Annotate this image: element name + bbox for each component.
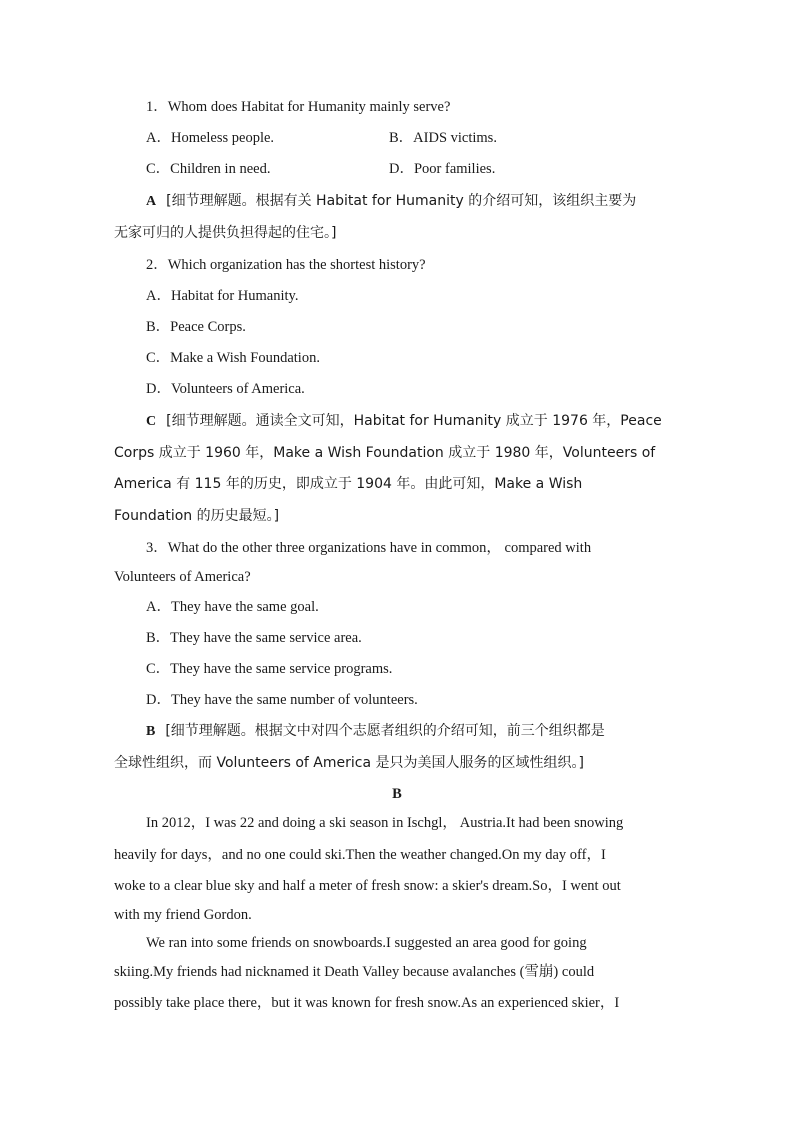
question-3-option-c: C．They have the same service programs. [146, 661, 393, 677]
answer-letter: C [146, 414, 157, 429]
question-3-stem: 3．What do the other three organizations have in common， compared with [146, 540, 592, 556]
passage-line: In 2012，I was 22 and doing a ski season in Ischgl， Austria.It had been snowing [146, 815, 624, 831]
answer-letter: A [146, 194, 157, 209]
question-1-stem: 1．Whom does Habitat for Humanity mainly serve? [146, 99, 451, 115]
passage-line: possibly take place there，but it was known for fresh snow.As an experienced skier，I [114, 995, 620, 1011]
question-2-answer [146, 411, 662, 432]
question-1-option-c: C．Children in need. [146, 161, 271, 177]
question-1-answer [146, 191, 636, 212]
passage-line: woke to a clear blue sky and half a meter of fresh snow: a skier's dream.So，I went out [114, 878, 621, 894]
question-2-option-c: C．Make a Wish Foundation. [146, 350, 320, 366]
passage-line: skiing.My friends had nicknamed it Death Valley because avalanches (雪崩) could [114, 964, 595, 980]
explanation-line: Foundation 的历史最短。] [114, 508, 280, 524]
question-2-option-b: B．Peace Corps. [146, 319, 246, 335]
passage-line: with my friend Gordon. [114, 907, 252, 923]
section-heading: B [392, 786, 402, 802]
explanation-line: [细节理解题。通读全文可知，Habitat for Humanity 成立于 1976 年，Peace [166, 413, 662, 429]
question-1-option-a: A．Homeless people. [146, 130, 275, 146]
explanation-line: America 有 115 年的历史，即成立于 1904 年。由此可知，Make a Wish [114, 476, 583, 492]
question-3-option-b: B．They have the same service area. [146, 630, 362, 646]
question-2-option-d: D．Volunteers of America. [146, 381, 305, 397]
explanation-line: 全球性组织，而 Volunteers of America 是只为美国人服务的区域性组织。] [114, 755, 584, 771]
question-2-option-a: A．Habitat for Humanity. [146, 288, 299, 304]
question-3-option-a: A．They have the same goal. [146, 599, 319, 615]
question-2-stem: 2．Which organization has the shortest history? [146, 257, 426, 273]
explanation-line: [细节理解题。根据文中对四个志愿者组织的介绍可知，前三个组织都是 [165, 723, 605, 739]
question-3-option-d: D．They have the same number of volunteers. [146, 692, 418, 708]
question-1-option-b: B．AIDS victims. [389, 130, 497, 146]
question-3-answer [146, 721, 605, 742]
explanation-line: 无家可归的人提供负担得起的住宅。] [114, 225, 337, 241]
answer-letter: B [146, 724, 156, 739]
passage-line: We ran into some friends on snowboards.I suggested an area good for going [146, 935, 587, 951]
passage-line: heavily for days，and no one could ski.Then the weather changed.On my day off，I [114, 847, 606, 863]
explanation-line: Corps 成立于 1960 年，Make a Wish Foundation 成立于 1980 年，Volunteers of [114, 445, 656, 461]
question-1-option-d: D．Poor families. [389, 161, 496, 177]
question-3-stem-cont: Volunteers of America? [114, 569, 251, 585]
explanation-line: [细节理解题。根据有关 Habitat for Humanity 的介绍可知，该组织主要为 [166, 193, 637, 209]
